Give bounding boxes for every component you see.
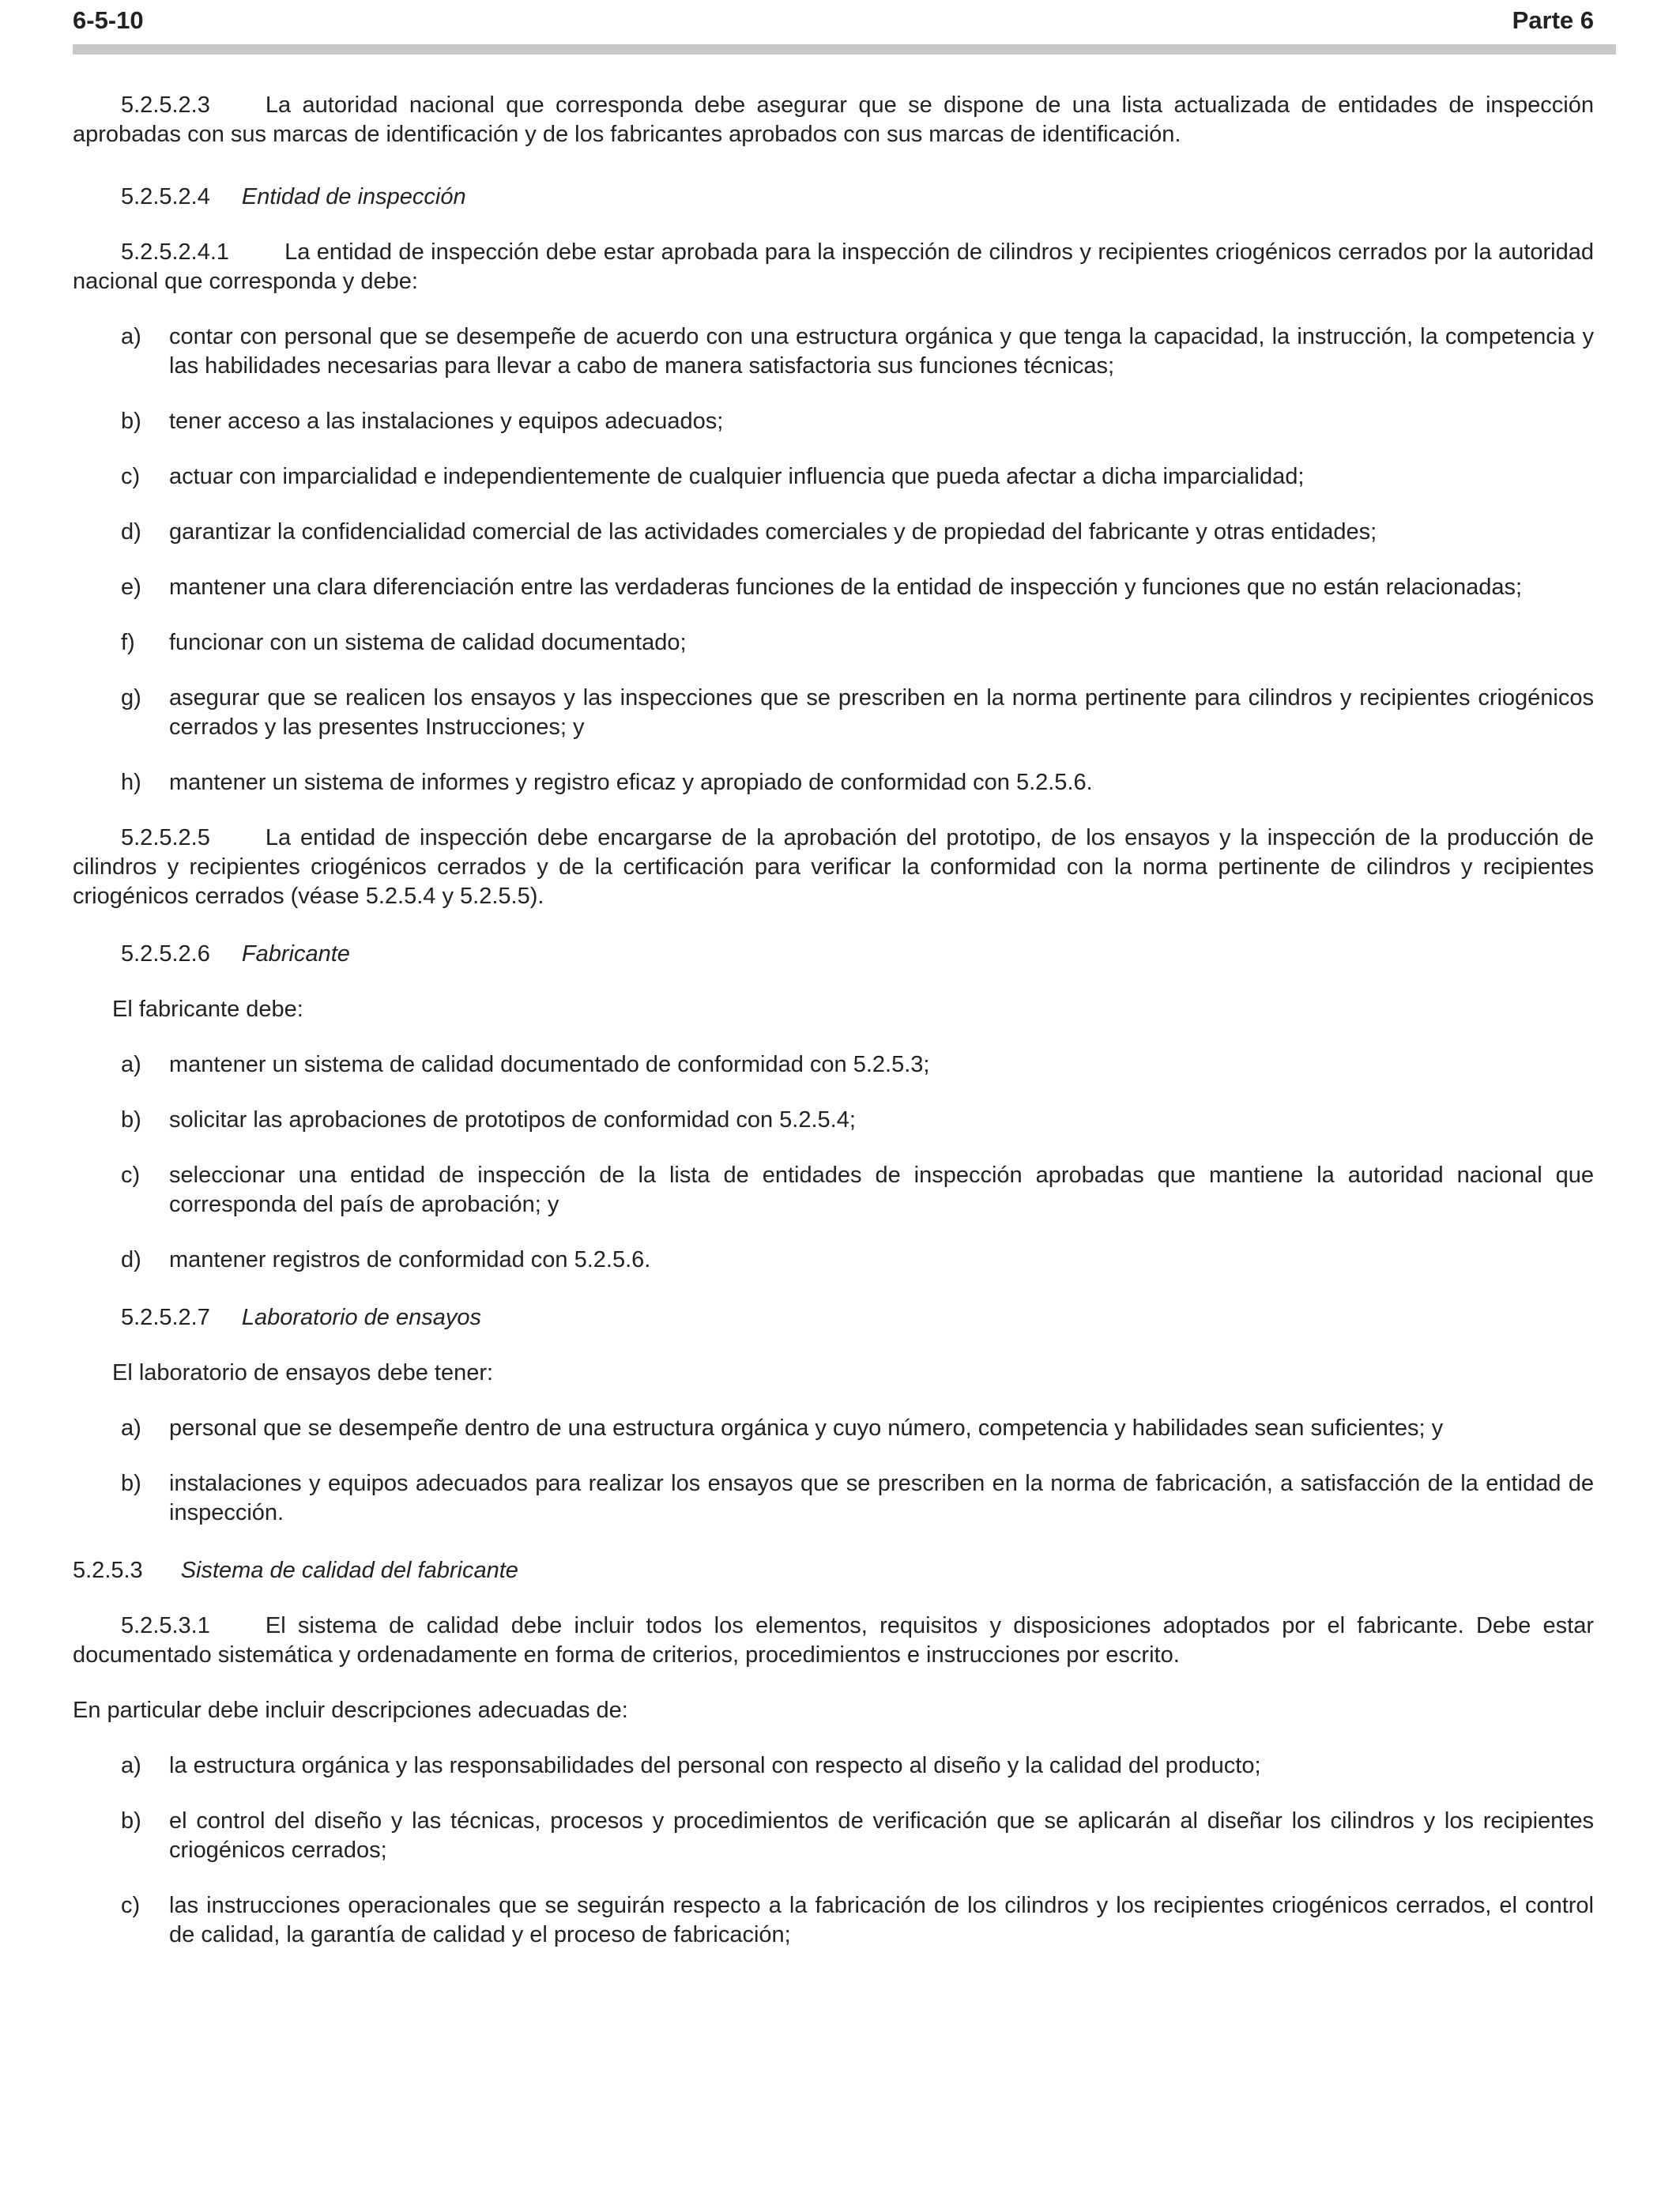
list-item-c [73, 1891, 1594, 1950]
paragraph-5.2.5.2.5 [73, 824, 1594, 911]
list-item-b [73, 1106, 1594, 1135]
list-item-e [73, 573, 1594, 602]
heading-title: Laboratorio de ensayos [241, 1305, 481, 1330]
list-text: tener acceso a las instalaciones y equipos adecuados; [169, 409, 724, 434]
list-item-b [73, 407, 1594, 436]
list-item-a [73, 1751, 1594, 1781]
list-text: asegurar que se realicen los ensayos y las inspecciones que se prescriben en la norma pertinente para cilindros y recipientes criogénicos cerrados y las presentes Instrucciones; y [169, 685, 1594, 740]
page-header [73, 6, 1594, 35]
list-marker: b) [121, 1107, 141, 1133]
list-text: la estructura orgánica y las responsabilidades del personal con respecto al diseño y la calidad del producto; [169, 1753, 1261, 1778]
list-marker: d) [121, 519, 141, 545]
list-item-b [73, 1469, 1594, 1528]
list-text: mantener registros de conformidad con 5.2.5.6. [169, 1247, 651, 1272]
list-text: actuar con imparcialidad e independientemente de cualquier influencia que pueda afectar a dicha imparcialidad; [169, 464, 1305, 489]
list-item-a [73, 1414, 1594, 1443]
heading-5.2.5.3 [73, 1556, 1594, 1585]
list-text: funcionar con un sistema de calidad documentado; [169, 630, 687, 655]
list-text: contar con personal que se desempeñe de acuerdo con una estructura orgánica y que tenga la capacidad, la instrucción, la competencia y las habilidades necesarias para llevar a cabo de manera satisfactoria sus funciones técnicas; [169, 324, 1594, 379]
list-item-h [73, 768, 1594, 797]
list-marker: c) [121, 464, 141, 489]
list-marker: c) [121, 1163, 141, 1188]
intro-laboratorio: El laboratorio de ensayos debe tener: [112, 1360, 494, 1385]
list-text: garantizar la confidencialidad comercial de las actividades comerciales y de propiedad del fabricante y otras entidades; [169, 519, 1377, 545]
paragraph-number: 5.2.5.2.4.1 [121, 239, 230, 265]
list-text: instalaciones y equipos adecuados para realizar los ensayos que se prescriben en la norma de fabricación, a satisfacción de la entidad de inspección. [169, 1471, 1594, 1525]
intro-fabricante: El fabricante debe: [112, 997, 303, 1022]
heading-number: 5.2.5.2.4 [121, 184, 210, 209]
heading-title: Fabricante [241, 941, 350, 967]
paragraph-5.2.5.3.1 [73, 1612, 1594, 1670]
heading-5.2.5.2.4 [73, 183, 1594, 212]
paragraph-number: 5.2.5.3.1 [121, 1613, 210, 1638]
paragraph-text: La autoridad nacional que corresponda debe asegurar que se dispone de una lista actualizada de entidades de inspección aprobadas con sus marcas de identificación y de los fabricantes aprobados con sus marcas de identificación. [73, 92, 1594, 147]
list-text: las instrucciones operacionales que se seguirán respecto a la fabricación de los cilindros y los recipientes criogénicos cerrados, el control de calidad, la garantía de calidad y el proceso de fabricación; [169, 1893, 1594, 1947]
paragraph-5.2.5.2.4.1 [73, 238, 1594, 296]
list-marker: c) [121, 1893, 141, 1918]
heading-5.2.5.2.6 [73, 940, 1594, 969]
list-marker: a) [121, 1052, 141, 1077]
list-text: seleccionar una entidad de inspección de la lista de entidades de inspección aprobadas que mantiene la autoridad nacional que corresponda del país de aprobación; y [169, 1163, 1594, 1217]
list-marker: b) [121, 1808, 141, 1834]
list-item-c [73, 462, 1594, 492]
list-text: personal que se desempeñe dentro de una estructura orgánica y cuyo número, competencia y habilidades sean suficientes; y [169, 1416, 1444, 1441]
list-item-a [73, 1050, 1594, 1080]
list-item-g [73, 684, 1594, 742]
paragraph-number: 5.2.5.2.3 [121, 92, 210, 118]
list-marker: b) [121, 409, 141, 434]
list-marker: a) [121, 324, 141, 349]
list-text: solicitar las aprobaciones de prototipos de conformidad con 5.2.5.4; [169, 1107, 856, 1133]
heading-title: Sistema de calidad del fabricante [180, 1558, 518, 1583]
list-text: mantener un sistema de informes y registro eficaz y apropiado de conformidad con 5.2.5.6. [169, 770, 1093, 795]
list-item-f [73, 628, 1594, 658]
list-text: el control del diseño y las técnicas, procesos y procedimientos de verificación que se aplicarán al diseñar los cilindros y los recipientes criogénicos cerrados; [169, 1808, 1594, 1863]
list-marker: h) [121, 770, 141, 795]
heading-title: Entidad de inspección [241, 184, 466, 209]
part-label: Parte 6 [1512, 6, 1594, 34]
header-rule [73, 44, 1616, 55]
list-marker: b) [121, 1471, 141, 1496]
heading-number: 5.2.5.2.6 [121, 941, 210, 967]
paragraph-text: El sistema de calidad debe incluir todos los elementos, requisitos y disposiciones adoptados por el fabricante. Debe estar documentado sistemática y ordenadamente en forma de criterios, procedimientos e instrucciones por escrito. [73, 1613, 1594, 1668]
heading-number: 5.2.5.3 [73, 1558, 143, 1583]
list-item-b [73, 1807, 1594, 1865]
list-item-d [73, 518, 1594, 547]
page-folio: 6-5-10 [73, 6, 144, 34]
list-item-c [73, 1161, 1594, 1220]
paragraph-text: La entidad de inspección debe estar aprobada para la inspección de cilindros y recipientes criogénicos cerrados por la autoridad nacional que corresponda y debe: [73, 239, 1594, 294]
list-text: mantener una clara diferenciación entre las verdaderas funciones de la entidad de inspección y funciones que no están relacionadas; [169, 575, 1523, 600]
list-marker: d) [121, 1247, 141, 1272]
list-marker: f) [121, 630, 135, 655]
list-marker: a) [121, 1416, 141, 1441]
list-marker: e) [121, 575, 141, 600]
list-marker: g) [121, 685, 141, 711]
heading-number: 5.2.5.2.7 [121, 1305, 210, 1330]
paragraph-5.2.5.2.3 [73, 91, 1594, 149]
intro-particular: En particular debe incluir descripciones adecuadas de: [73, 1698, 628, 1723]
list-marker: a) [121, 1753, 141, 1778]
list-item-d [73, 1246, 1594, 1275]
list-text: mantener un sistema de calidad documentado de conformidad con 5.2.5.3; [169, 1052, 930, 1077]
list-item-a [73, 322, 1594, 381]
heading-5.2.5.2.7 [73, 1303, 1594, 1333]
paragraph-text: La entidad de inspección debe encargarse de la aprobación del prototipo, de los ensayos y la inspección de la producción de cilindros y recipientes criogénicos cerrados y de la certificación para verificar la conformidad con la norma pertinente de cilindros y recipientes criogénicos cerrados (véase 5.2.5.4 y 5.2.5.5). [73, 825, 1594, 909]
paragraph-number: 5.2.5.2.5 [121, 825, 210, 850]
